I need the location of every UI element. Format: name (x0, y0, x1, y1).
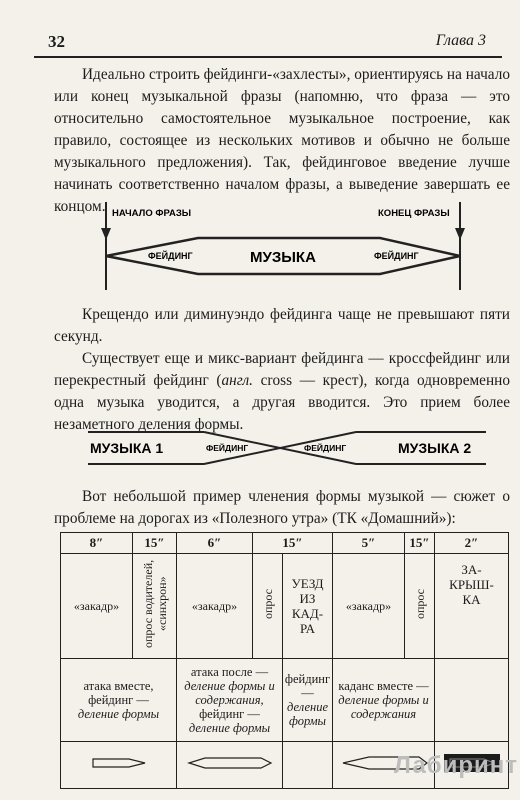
fade-shape-icon (185, 753, 275, 773)
material-voiceover: «закадр» (177, 554, 253, 659)
material-poll: опрос (253, 554, 283, 659)
phrase-start-label: НАЧАЛО ФРАЗЫ (112, 208, 192, 219)
page-number: 32 (48, 32, 65, 51)
material-row (61, 554, 509, 659)
phrase-fade-out-label: ФЕЙДИНГ (374, 251, 419, 261)
paragraph-crossfade: Существует еще и микс-вариант фейдинга — кроссфейдинг или перекрестный фейдинг (англ. cross — крест), когда одновременно одна музыка уводится, а другая вводится. Это прием более незаметного деления формы. (54, 350, 510, 433)
crossfade-left-label: ФЕЙДИНГ (206, 443, 249, 453)
fade-shape-icon (89, 753, 149, 773)
duration-cell: 8″ (61, 533, 133, 554)
material-voiceover: «закадр» (333, 554, 405, 659)
phrase-end-label: КОНЕЦ ФРАЗЫ (378, 208, 450, 219)
duration-cell: 5″ (333, 533, 405, 554)
duration-row (61, 533, 509, 554)
crossfade-right-label: ФЕЙДИНГ (304, 443, 347, 453)
watermark-logo: Лабиринт (394, 752, 519, 779)
duration-cell: 15″ (133, 533, 177, 554)
description-cell: фейдинг — деление формы (283, 659, 333, 742)
fade-shape-cell (283, 742, 333, 789)
phrase-fade-in-label: ФЕЙДИНГ (148, 251, 193, 261)
description-row (61, 659, 509, 742)
paragraph-example: Вот небольшой пример членения формы музыкой — сюжет о проблеме на дорогах из «Полезного утра» (ТК «Домашний»): (54, 488, 510, 527)
description-cell: атака после — деление формы и содержания, фейдинг — деление формы (177, 659, 283, 742)
description-cell (435, 659, 509, 742)
page-header (34, 28, 502, 58)
material-uezd: УЕЗД ИЗ КАД- РА (283, 554, 333, 659)
paragraph-crescendo: Крещендо или диминуэндо фейдинга чаще не превышают пяти секунд. (54, 306, 510, 345)
duration-cell: 15″ (253, 533, 333, 554)
segment-table (60, 532, 509, 789)
material-closing: ЗА- КРЫШ- КА (435, 554, 509, 659)
phrase-music-label: МУЗЫКА (250, 249, 316, 266)
music-1-label: МУЗЫКА 1 (90, 440, 164, 456)
description-cell: каданс вместе — деление формы и содержания (333, 659, 435, 742)
duration-cell: 15″ (405, 533, 435, 554)
chapter-title: Глава 3 (435, 32, 486, 49)
description-cell: атака вместе, фейдинг — деление формы (61, 659, 177, 742)
duration-cell: 6″ (177, 533, 253, 554)
crossfade-diagram (88, 426, 498, 470)
fade-shape-cell (61, 742, 177, 789)
material-voiceover: «закадр» (61, 554, 133, 659)
duration-cell: 2″ (435, 533, 509, 554)
material-poll: опрос (405, 554, 435, 659)
fade-shape-cell (177, 742, 283, 789)
material-driver-poll: опрос водителей, «синхрон» (133, 554, 177, 659)
paragraph-phrase: Идеально строить фейдинги-«захлесты», ориентируясь на начало или конец музыкальной фразы (напомню, что фраза — это относительно самостоятельное музыкальное построение, как правило, состоящее из нескольких мотивов и обычно не больше музыкального предложения). Так, фейдинговое введение лучше начинать соответственно началом фразы, а выведение завершать ее концом. (54, 66, 510, 215)
phrase-fade-diagram (90, 198, 490, 294)
music-2-label: МУЗЫКА 2 (398, 440, 472, 456)
